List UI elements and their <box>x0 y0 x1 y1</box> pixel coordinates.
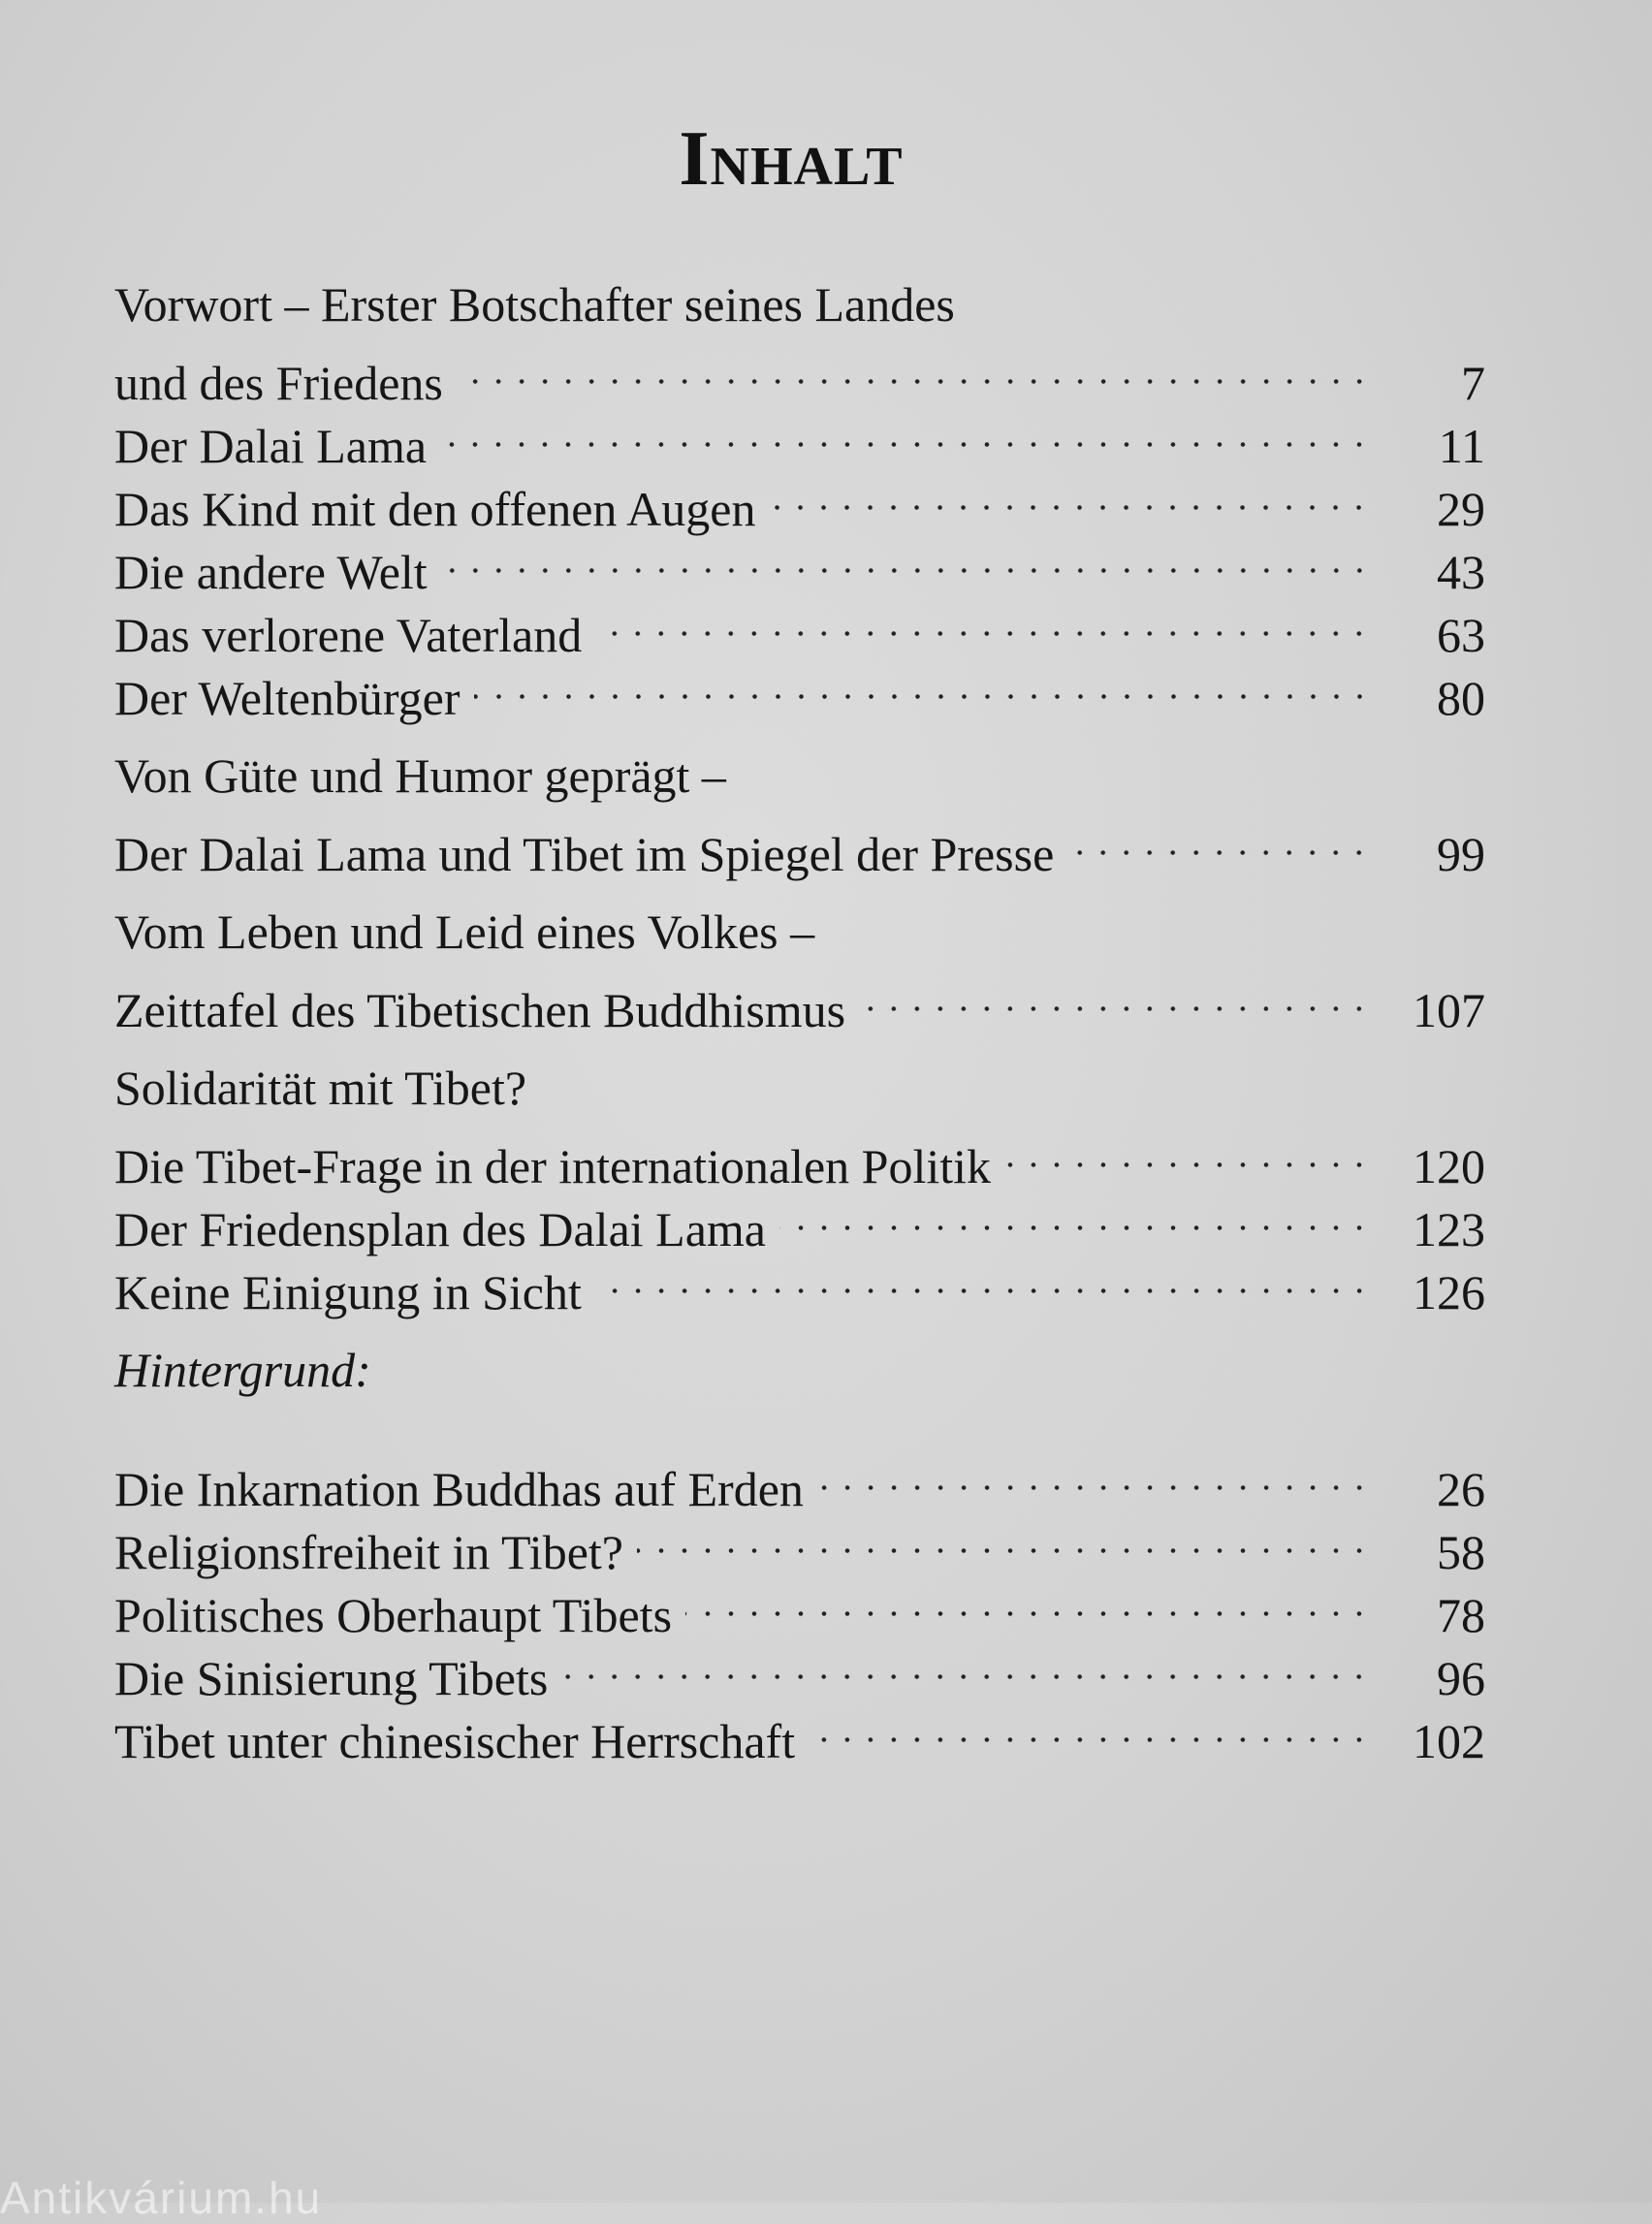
dot-leader <box>779 1183 1371 1246</box>
toc-entry-title: Die Inkarnation Buddhas auf Erden <box>114 1462 804 1516</box>
toc-group <box>114 901 1485 1037</box>
page-number: 78 <box>1437 1588 1485 1642</box>
dot-leader <box>474 651 1372 715</box>
toc-entry-title: Die Sinisierung Tibets <box>114 1651 549 1705</box>
dot-leader <box>817 1443 1371 1506</box>
toc-entry-title: Zeittafel des Tibetischen Buddhismus <box>114 983 846 1037</box>
toc-line <box>114 1057 1485 1120</box>
toc-entry-title: Die Tibet-Frage in der internationalen Politik <box>114 1139 992 1193</box>
toc-entry-title: Religionsfreiheit in Tibet? <box>114 1525 623 1579</box>
toc-entry-title: Das verlorene Vaterland <box>114 608 583 662</box>
dot-leader <box>441 525 1371 588</box>
toc-group <box>114 273 1485 725</box>
toc-entry-title: Der Friedensplan des Dalai Lama <box>114 1202 766 1256</box>
page-number: 123 <box>1413 1202 1485 1256</box>
page-number: 80 <box>1437 671 1485 725</box>
toc-group <box>114 1443 1485 1768</box>
toc-entry-title: Vorwort – Erster Botschafter seines Landes <box>114 277 955 332</box>
toc-line <box>114 901 1485 964</box>
dot-leader <box>440 399 1371 462</box>
dot-leader <box>1004 1120 1371 1183</box>
dot-leader <box>595 1246 1371 1309</box>
toc-entry-title: Der Dalai Lama <box>114 419 428 473</box>
dot-leader <box>595 588 1371 651</box>
dot-leader <box>637 1506 1371 1569</box>
page-number: 120 <box>1413 1139 1485 1193</box>
page-number: 107 <box>1413 983 1485 1037</box>
toc-entry-title: Das Kind mit den offenen Augen <box>114 482 756 536</box>
toc-entry[interactable] <box>114 336 1485 410</box>
toc-entry-title: Keine Einigung in Sicht <box>114 1265 582 1319</box>
page-number: 26 <box>1437 1462 1485 1516</box>
page-number: 96 <box>1437 1651 1485 1705</box>
toc-line <box>114 273 1485 336</box>
page-number: 99 <box>1437 827 1485 881</box>
toc-entry-title: Der Weltenbürger <box>114 671 461 725</box>
dot-leader <box>561 1632 1371 1695</box>
dot-leader <box>769 462 1371 525</box>
dot-leader <box>809 1695 1371 1758</box>
toc-entry-title: Solidarität mit Tibet? <box>114 1061 527 1115</box>
section-heading: Hintergrund: <box>114 1343 371 1397</box>
page-number: 29 <box>1437 482 1485 536</box>
dot-leader <box>685 1569 1371 1632</box>
dot-leader <box>1067 808 1371 871</box>
page-number: 7 <box>1461 356 1485 410</box>
toc-entry[interactable] <box>114 808 1485 881</box>
dot-leader <box>457 336 1371 399</box>
toc-entry-title: Tibet unter chinesischer Herrschaft <box>114 1714 796 1768</box>
toc-group <box>114 745 1485 881</box>
page-number: 63 <box>1437 608 1485 662</box>
toc-group <box>114 1057 1485 1319</box>
page-number: 43 <box>1437 545 1485 599</box>
toc-entry-title: Von Güte und Humor geprägt – <box>114 748 726 803</box>
toc-entry-title: Politisches Oberhaupt Tibets <box>114 1588 673 1642</box>
toc-entry-title: Vom Leben und Leid eines Volkes – <box>114 905 815 959</box>
page-number: 102 <box>1413 1714 1485 1768</box>
toc-line <box>114 745 1485 808</box>
toc-entry-title: und des Friedens <box>114 356 443 410</box>
toc-entry-title: Die andere Welt <box>114 545 428 599</box>
page-title: Inhalt <box>679 115 904 202</box>
toc-entry[interactable] <box>114 1443 1485 1516</box>
watermark: Antikvárium.hu <box>0 2173 323 2223</box>
table-of-contents <box>114 273 1485 1788</box>
page-number: 126 <box>1413 1265 1485 1319</box>
toc-entry[interactable] <box>114 964 1485 1037</box>
dot-leader <box>859 964 1371 1027</box>
toc-entry[interactable] <box>114 1120 1485 1193</box>
page-number: 11 <box>1438 419 1485 473</box>
toc-entry-title: Der Dalai Lama und Tibet im Spiegel der Presse <box>114 827 1055 881</box>
page-number: 58 <box>1437 1525 1485 1579</box>
